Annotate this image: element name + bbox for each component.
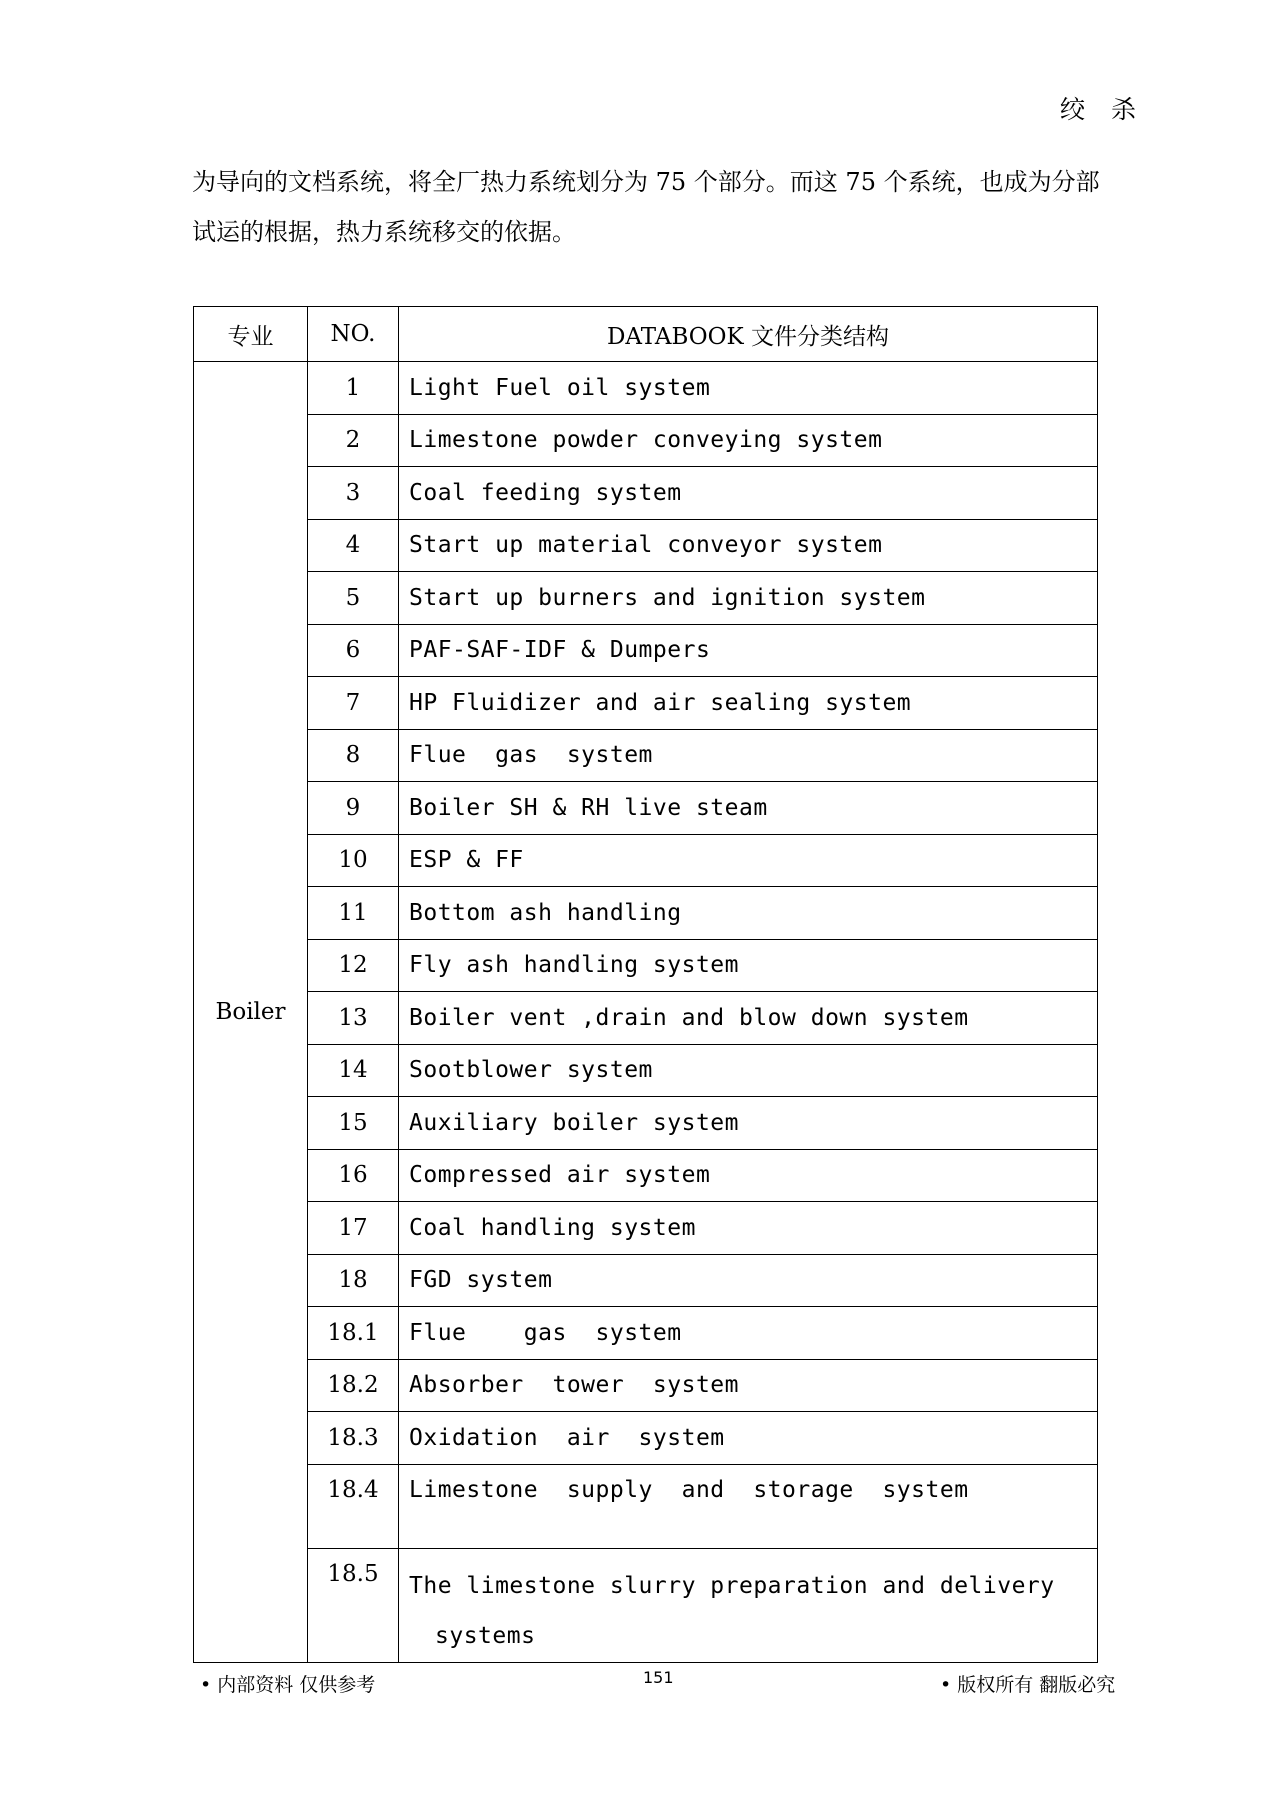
table-row [194,992,1098,1045]
row-no: 18.2 [308,1359,399,1412]
row-name [399,1548,1098,1662]
table-row [194,1097,1098,1150]
row-name: PAF-SAF-IDF & Dumpers [399,624,1098,677]
row-no: 3 [308,467,399,520]
row-no: 17 [308,1202,399,1255]
table-row [194,729,1098,782]
row-name: Absorber tower system [399,1359,1098,1412]
row-name: Fly ash handling system [399,939,1098,992]
table-row [194,1548,1098,1662]
row-name-line1: The limestone slurry preparation and delivery [409,1572,1055,1599]
row-no: 8 [308,729,399,782]
databook-table [193,306,1098,1663]
table-row [194,624,1098,677]
row-name: Limestone powder conveying system [399,414,1098,467]
table-row [194,1044,1098,1097]
table-header-row [194,307,1098,362]
row-name: Limestone supply and storage system [399,1464,1098,1548]
table-row [194,1307,1098,1360]
row-name: Sootblower system [399,1044,1098,1097]
row-name: Start up material conveyor system [399,519,1098,572]
row-name: Compressed air system [399,1149,1098,1202]
table-row [194,782,1098,835]
row-name: ESP & FF [399,834,1098,887]
row-no: 16 [308,1149,399,1202]
row-no: 18.5 [308,1548,399,1662]
row-no: 13 [308,992,399,1045]
table-row [194,467,1098,520]
table-row [194,1149,1098,1202]
row-name: Boiler SH & RH live steam [399,782,1098,835]
row-no: 2 [308,414,399,467]
row-name: Boiler vent ,drain and blow down system [399,992,1098,1045]
table-row [194,1464,1098,1548]
row-name: Coal handling system [399,1202,1098,1255]
row-name: Flue gas system [399,729,1098,782]
table-row [194,519,1098,572]
table-row [194,1202,1098,1255]
row-no: 14 [308,1044,399,1097]
row-no: 15 [308,1097,399,1150]
row-name: HP Fluidizer and air sealing system [399,677,1098,730]
row-name: FGD system [399,1254,1098,1307]
table-row [194,414,1098,467]
page-header-title: 绞 杀 [1060,95,1145,124]
table-row [194,887,1098,940]
row-no: 4 [308,519,399,572]
row-name-line2: systems [435,1622,536,1649]
row-no: 12 [308,939,399,992]
row-no: 1 [308,362,399,415]
header-no: NO. [308,307,399,362]
header-structure: DATABOOK 文件分类结构 [399,307,1098,362]
table-row [194,834,1098,887]
row-no: 11 [308,887,399,940]
table-row [194,362,1098,415]
table-row [194,1254,1098,1307]
row-name: Light Fuel oil system [399,362,1098,415]
row-no: 18.3 [308,1412,399,1465]
page-number: 151 [643,1668,674,1687]
row-no: 6 [308,624,399,677]
row-name: Oxidation air system [399,1412,1098,1465]
table-row [194,677,1098,730]
row-name: Start up burners and ignition system [399,572,1098,625]
row-name: Coal feeding system [399,467,1098,520]
table-row [194,939,1098,992]
row-no: 18 [308,1254,399,1307]
row-name: Auxiliary boiler system [399,1097,1098,1150]
body-paragraph: 为导向的文档系统，将全厂热力系统划分为 75 个部分。而这 75 个系统，也成为分部试运的根据，热力系统移交的依据。 [192,168,1100,246]
row-name: Flue gas system [399,1307,1098,1360]
row-no: 5 [308,572,399,625]
row-no: 7 [308,677,399,730]
footer-copyright: • 版权所有 翻版必究 [940,1674,1116,1696]
row-no: 18.1 [308,1307,399,1360]
row-no: 9 [308,782,399,835]
footer-internal-note: • 内部资料 仅供参考 [200,1674,376,1696]
table-row [194,1359,1098,1412]
table-row [194,1412,1098,1465]
row-no: 10 [308,834,399,887]
table-row [194,572,1098,625]
specialty-cell-boiler: Boiler [194,362,308,1663]
row-name: Bottom ash handling [399,887,1098,940]
header-specialty: 专业 [194,307,308,362]
row-no: 18.4 [308,1464,399,1548]
